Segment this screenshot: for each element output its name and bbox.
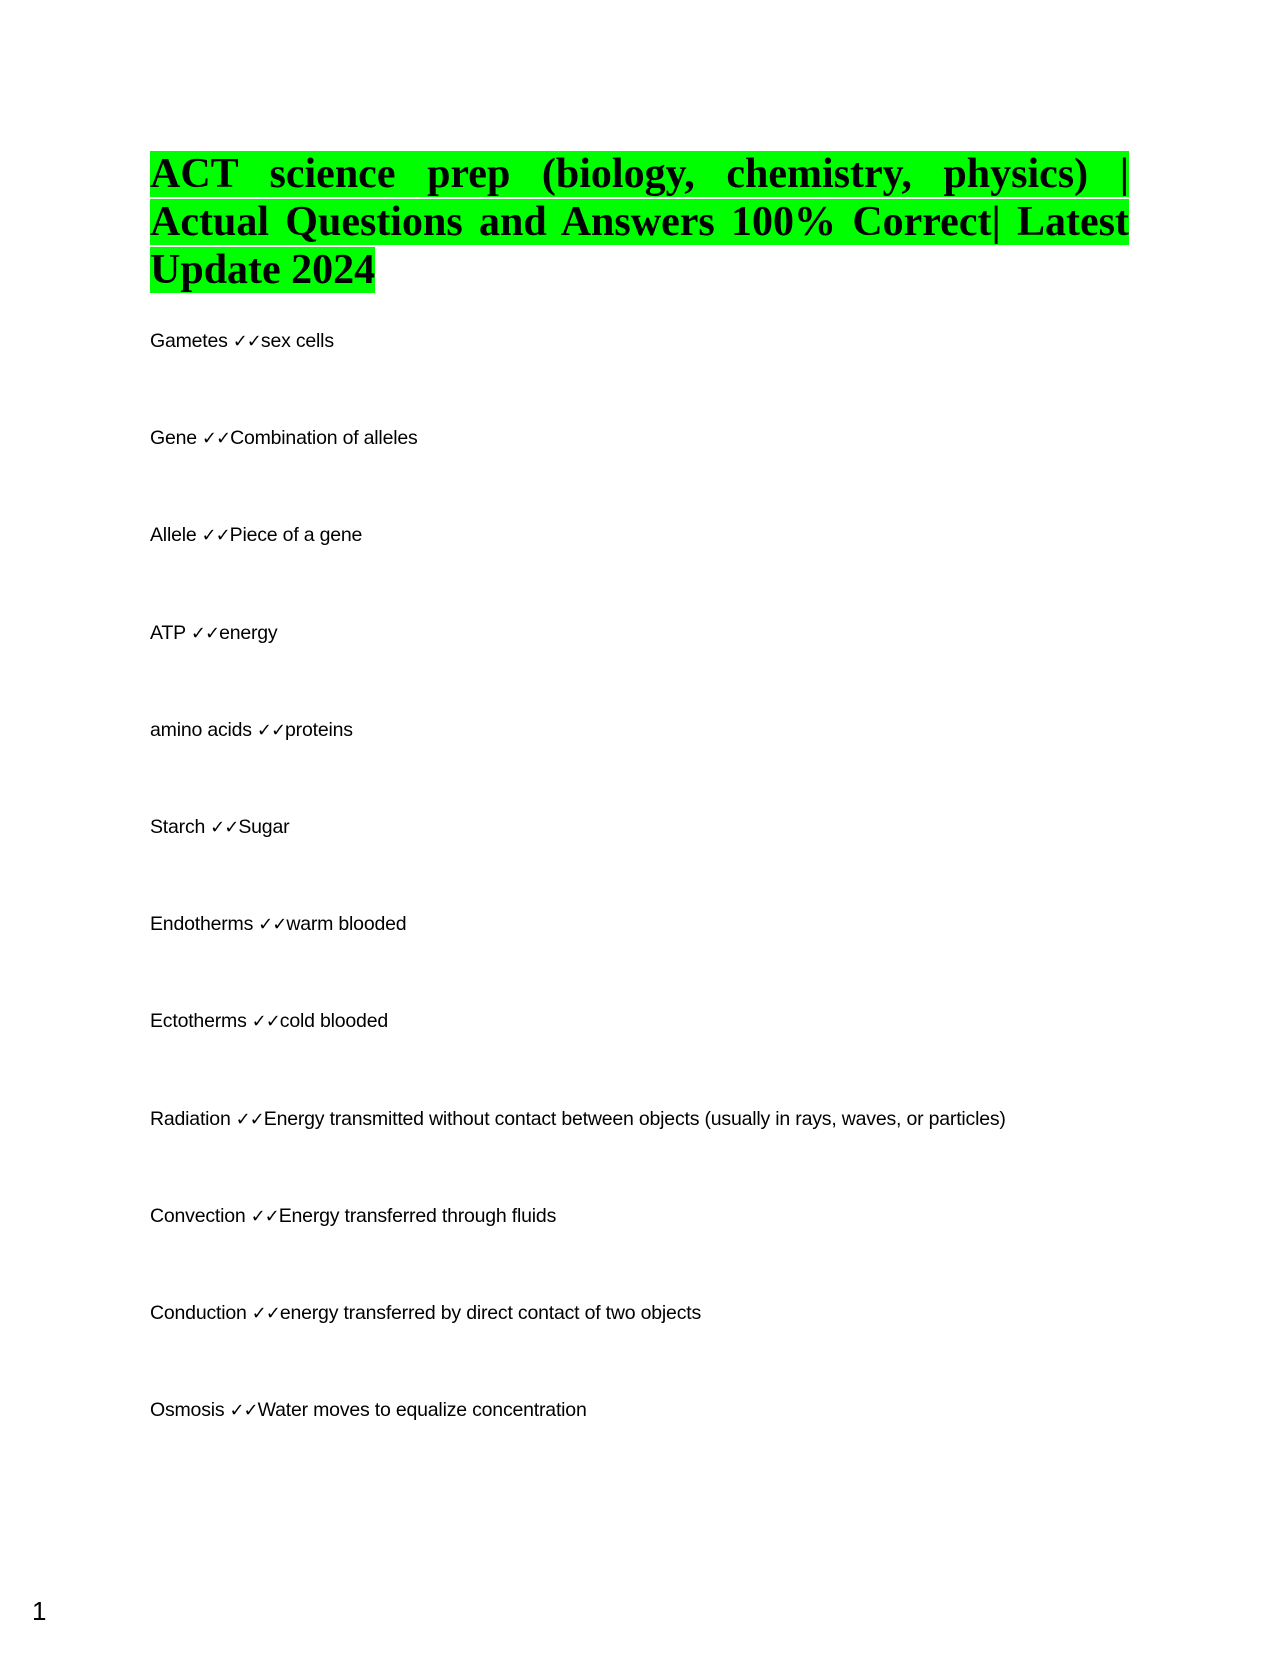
term: Starch bbox=[150, 815, 206, 838]
definition: sex cells bbox=[260, 330, 334, 352]
qa-item bbox=[150, 813, 1150, 910]
term: amino acids bbox=[150, 718, 252, 741]
term: ATP bbox=[150, 621, 186, 644]
title-highlight: ACT science prep (biology, chemistry, physics) | Actual Questions and Answers 100% Correct| Latest Update 2024 bbox=[150, 151, 1129, 293]
definition: proteins bbox=[285, 718, 353, 741]
definition: Combination of alleles bbox=[230, 427, 418, 450]
term: Convection bbox=[150, 1204, 246, 1227]
definition: Energy transferred through fluids bbox=[278, 1204, 557, 1227]
double-check-icon: ✓✓ bbox=[256, 719, 286, 741]
qa-item bbox=[150, 424, 1150, 521]
double-check-icon: ✓✓ bbox=[190, 622, 220, 644]
qa-item bbox=[150, 1202, 1150, 1299]
term: Allele bbox=[150, 524, 197, 547]
definition: Water moves to equalize concentration bbox=[257, 1399, 587, 1422]
term: Endotherms bbox=[150, 913, 254, 936]
definition: Energy transmitted without contact between objects (usually in rays, waves, or particles) bbox=[263, 1107, 1006, 1130]
qa-item bbox=[150, 716, 1150, 813]
term: Osmosis bbox=[150, 1399, 225, 1422]
qa-item bbox=[150, 1396, 1150, 1493]
definition: Piece of a gene bbox=[229, 524, 363, 547]
term: Gametes bbox=[150, 330, 228, 352]
qa-item bbox=[150, 327, 1150, 424]
qa-item bbox=[150, 619, 1150, 716]
qa-item bbox=[150, 1007, 1150, 1104]
qa-item bbox=[150, 521, 1150, 618]
double-check-icon: ✓✓ bbox=[201, 525, 230, 547]
double-check-icon: ✓✓ bbox=[250, 1205, 279, 1227]
definition: energy transferred by direct contact of two objects bbox=[279, 1301, 702, 1324]
term: Conduction bbox=[150, 1301, 247, 1324]
term: Ectotherms bbox=[150, 1010, 247, 1033]
definition: energy bbox=[219, 621, 278, 644]
term: Radiation bbox=[150, 1107, 231, 1130]
double-check-icon: ✓✓ bbox=[235, 1108, 264, 1130]
double-check-icon: ✓✓ bbox=[229, 1400, 258, 1422]
double-check-icon: ✓✓ bbox=[232, 331, 261, 352]
definition: Sugar bbox=[238, 815, 290, 838]
double-check-icon: ✓✓ bbox=[251, 1302, 280, 1324]
qa-item bbox=[150, 910, 1150, 1007]
qa-item bbox=[150, 1299, 1150, 1396]
double-check-icon: ✓✓ bbox=[201, 428, 231, 450]
qa-list bbox=[150, 327, 1150, 1493]
page-number: 1 bbox=[32, 1596, 47, 1626]
term: Gene bbox=[150, 427, 197, 450]
double-check-icon: ✓✓ bbox=[258, 914, 287, 936]
definition: warm blooded bbox=[286, 913, 407, 936]
double-check-icon: ✓✓ bbox=[251, 1011, 280, 1033]
definition: cold blooded bbox=[279, 1010, 388, 1033]
double-check-icon: ✓✓ bbox=[210, 816, 239, 838]
qa-item bbox=[150, 1105, 1150, 1202]
document-title bbox=[150, 150, 1129, 294]
